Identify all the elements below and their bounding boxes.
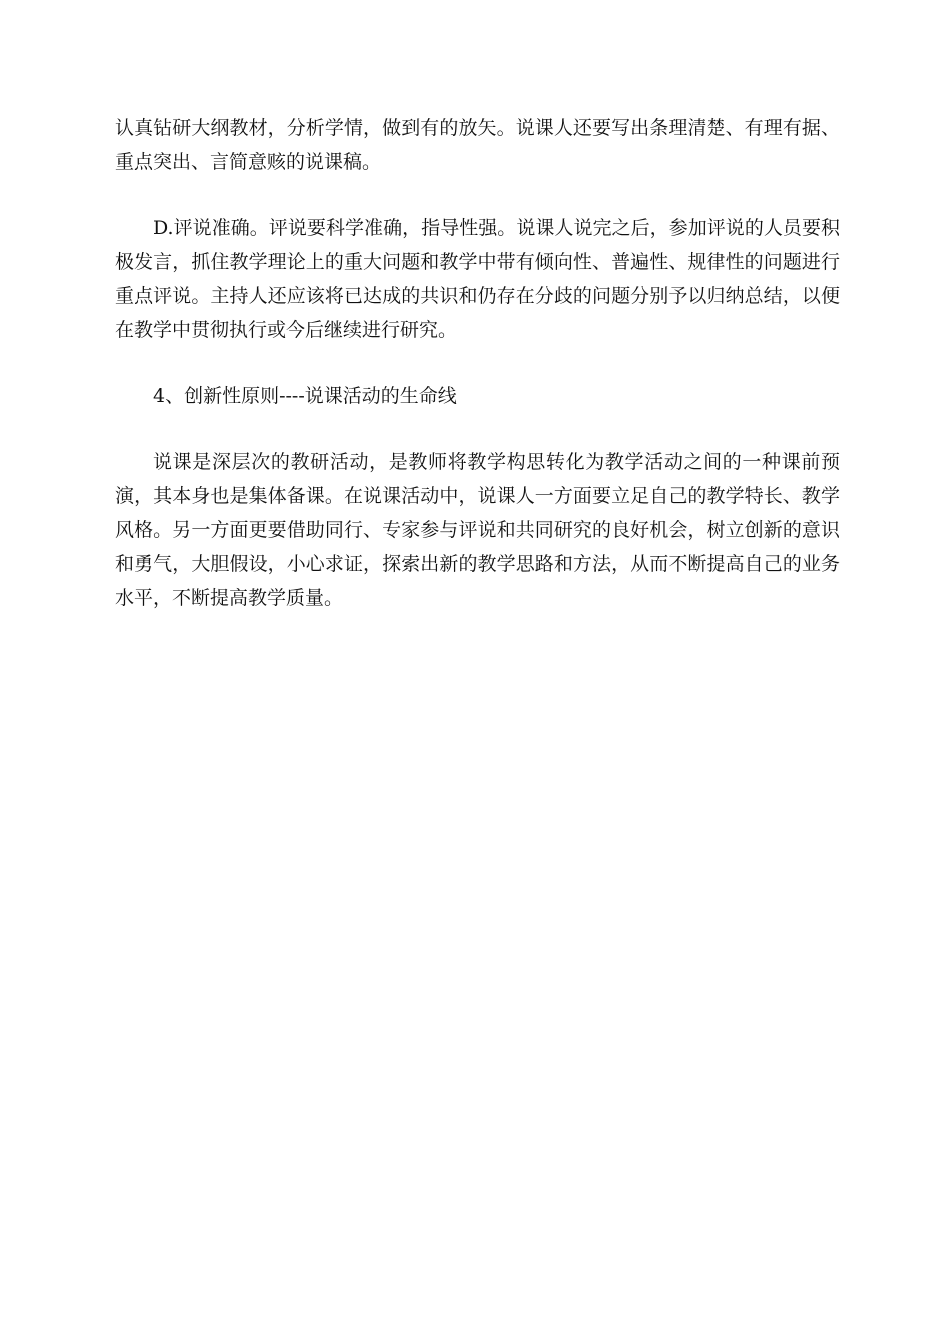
- document-body: [115, 111, 840, 647]
- paragraph-continuation: 认真钻研大纲教材，分析学情，做到有的放矢。说课人还要写出条理清楚、有理有据、重点突出、言简意赅的说课稿。: [115, 117, 840, 173]
- section-heading-innovation-principle: 4、创新性原则----说课活动的生命线: [153, 385, 457, 407]
- paragraph-innovation: 说课是深层次的教研活动，是教师将教学构思转化为教学活动之间的一种课前预演，其本身也是集体备课。在说课活动中，说课人一方面要立足自己的教学特长、教学风格。另一方面更要借助同行、专家参与评说和共同研究的良好机会，树立创新的意识和勇气，大胆假设，小心求证，探索出新的教学思路和方法，从而不断提高自己的业务水平，不断提高教学质量。: [115, 451, 840, 609]
- paragraph-evaluation-accuracy: D.评说准确。评说要科学准确，指导性强。说课人说完之后，参加评说的人员要积极发言，抓住教学理论上的重大问题和教学中带有倾向性、普遍性、规律性的问题进行重点评说。主持人还应该将已达成的共识和仍存在分歧的问题分别予以归纳总结，以便在教学中贯彻执行或今后继续进行研究。: [115, 217, 840, 341]
